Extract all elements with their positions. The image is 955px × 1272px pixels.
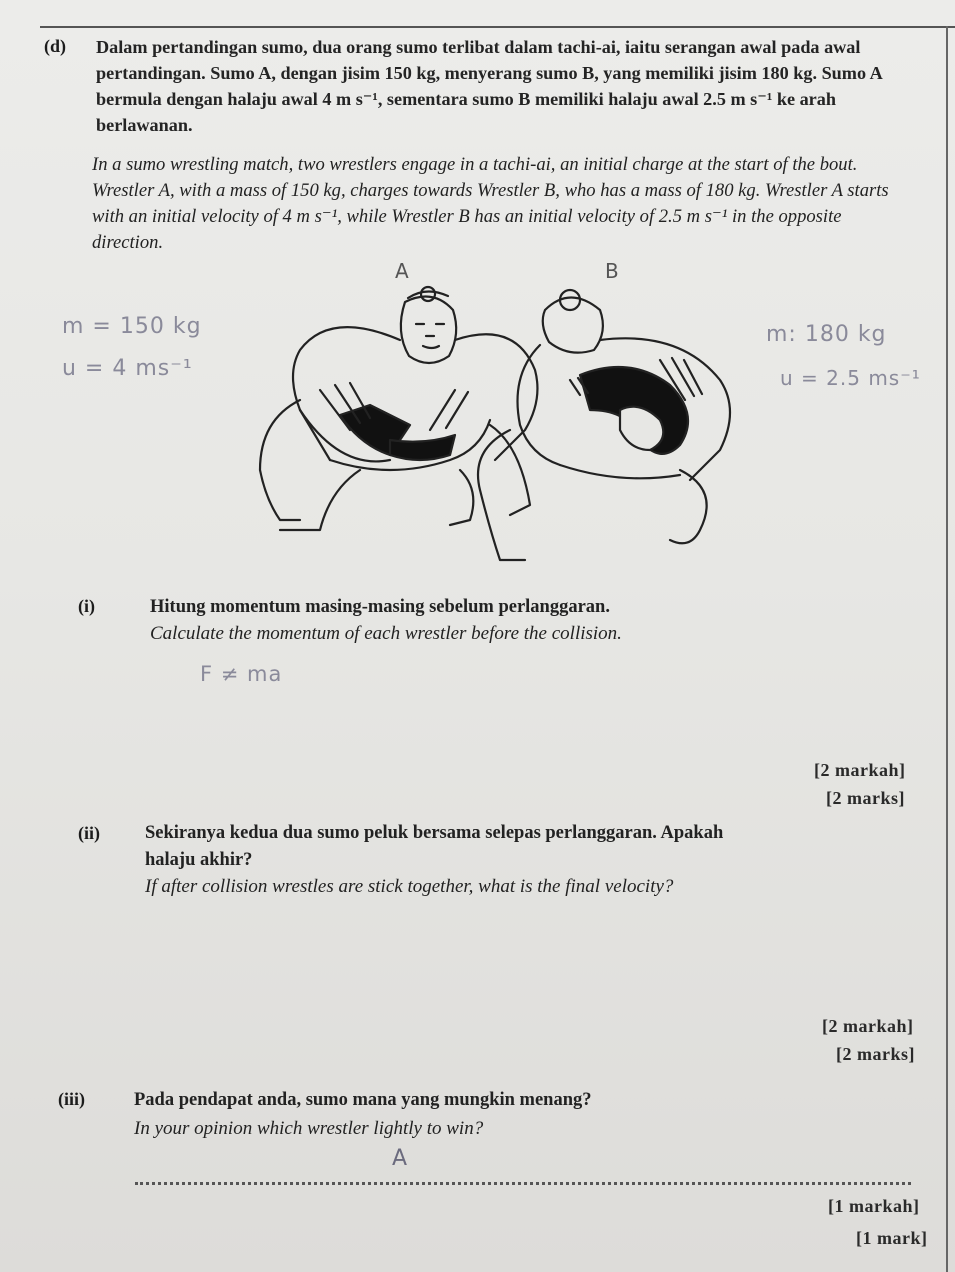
handwritten-formula: F ≠ ma xyxy=(200,662,283,686)
wrestler-b-figure xyxy=(478,290,730,560)
wrestler-a-figure xyxy=(260,287,537,530)
part-i-label: (i) xyxy=(78,596,95,616)
part-ii-label: (ii) xyxy=(78,823,100,843)
part-i-marks-malay: [2 markah] xyxy=(814,760,906,780)
top-border-line xyxy=(40,26,955,28)
answer-line-iii xyxy=(135,1182,911,1185)
question-label: (d) xyxy=(44,36,66,56)
figure-label-a: A xyxy=(395,259,409,283)
handwritten-velocity-b: u = 2.5 ms⁻¹ xyxy=(780,366,921,390)
question-text-malay: Dalam pertandingan sumo, dua orang sumo terlibat dalam tachi-ai, iaitu serangan awal pada awal pertandingan. Sumo A, dengan jisim 150 kg, menyerang sumo B, yang memiliki jisim 180 kg. Sumo A bermula dengan halaju awal 4 m s⁻¹, sementara sumo B memiliki halaju awal 2.5 m s⁻¹ ke arah berlawanan. xyxy=(96,37,882,135)
handwritten-mass-b: m: 180 kg xyxy=(766,322,887,347)
part-ii-marks-english: [2 marks] xyxy=(836,1044,915,1064)
part-iii-malay: Pada pendapat anda, sumo mana yang mungkin menang? xyxy=(134,1090,592,1110)
part-ii-malay-line1: Sekiranya kedua dua sumo peluk bersama selepas perlanggaran. Apakah xyxy=(145,823,724,843)
part-iii-marks-malay: [1 markah] xyxy=(828,1196,920,1216)
part-i-marks-english: [2 marks] xyxy=(826,788,905,808)
part-i-english: Calculate the momentum of each wrestler before the collision. xyxy=(150,623,622,644)
part-ii-marks-malay: [2 markah] xyxy=(822,1016,914,1036)
part-iii-english: In your opinion which wrestler lightly to win? xyxy=(134,1118,484,1139)
handwritten-answer-iii: A xyxy=(392,1146,409,1171)
part-i-malay: Hitung momentum masing-masing sebelum perlanggaran. xyxy=(150,597,610,617)
part-iii-label: (iii) xyxy=(58,1089,85,1109)
figure-label-b: B xyxy=(605,259,619,283)
handwritten-mass-a: m = 150 kg xyxy=(62,314,202,339)
part-ii-english: If after collision wrestles are stick together, what is the final velocity? xyxy=(145,876,674,897)
right-border-line xyxy=(946,26,948,1272)
handwritten-velocity-a: u = 4 ms⁻¹ xyxy=(62,356,193,381)
part-ii-malay-line2: halaju akhir? xyxy=(145,850,253,870)
question-text-english: In a sumo wrestling match, two wrestlers engage in a tachi-ai, an initial charge at the start of the bout. Wrestler A, with a mass of 150 kg, charges towards Wrestler B, who has a mass of 180 kg. Wrestler A starts with an initial velocity of 4 m s⁻¹, while Wrestler B has an initial velocity of 2.5 m s⁻¹ in the opposite direction. xyxy=(92,154,889,253)
part-iii-marks-english: [1 mark] xyxy=(856,1228,928,1248)
sumo-wrestlers-illustration xyxy=(240,259,740,580)
